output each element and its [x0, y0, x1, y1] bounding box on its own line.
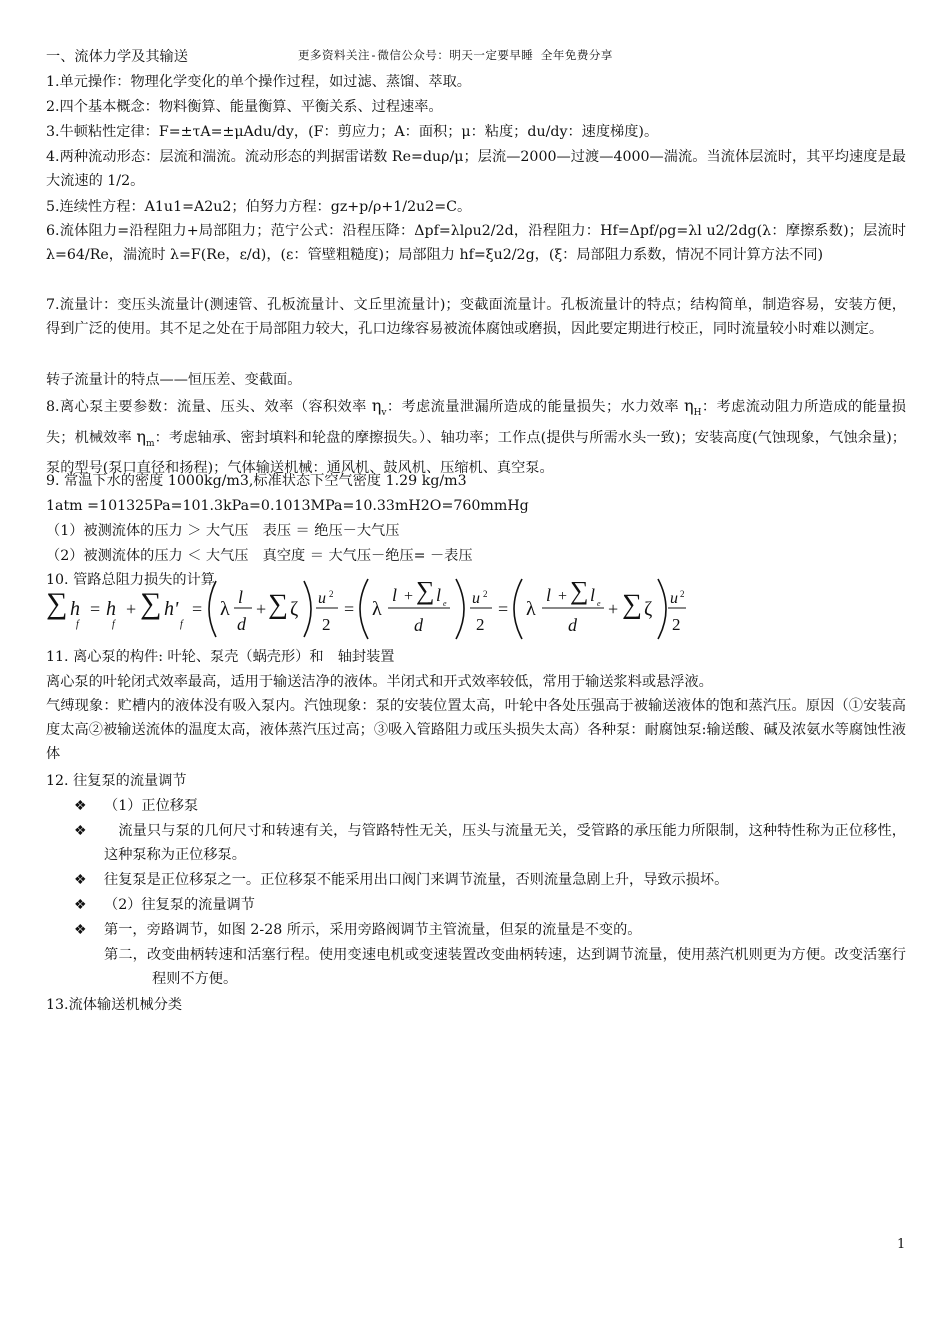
denom-two: 2	[322, 615, 331, 634]
para-8-text-c: ：考虑流动阻力所造成的能量损失；机械效率	[46, 399, 906, 447]
f-subscript: f	[180, 619, 183, 630]
bullet-icon: ❖	[74, 922, 87, 938]
bullet-icon: ❖	[74, 897, 87, 913]
page-number: 1	[897, 1237, 906, 1252]
left-paren	[360, 579, 368, 639]
h-symbol: h	[106, 598, 116, 620]
d-symbol: d	[414, 615, 423, 635]
eta-h-symbol: $\eta_H$	[683, 396, 702, 419]
denom-two: 2	[672, 615, 681, 634]
l-symbol: l	[238, 587, 244, 607]
sum-symbol: ∑	[140, 587, 162, 620]
eq-symbol: =	[192, 599, 203, 619]
d-symbol: d	[237, 614, 246, 634]
para-9d: （2）被测流体的压力 ＜ 大气压 真空度 ＝ 大气压－绝压= －表压	[46, 548, 473, 564]
para-7b: 转子流量计的特点——恒压差、变截面。	[46, 372, 302, 388]
bullet-item-5: 第一，旁路调节，如图 2-28 所示，采用旁路阀调节主管流量，但泵的流量是不变的。	[104, 922, 642, 938]
eq-symbol: =	[344, 599, 355, 619]
header-note: 更多资料关注-微信公众号：明天一定要早睡 全年免费分享	[298, 48, 613, 62]
para-9: 9. 常温下水的密度 1000kg/m3,标准状态下空气密度 1.29 kg/m3	[46, 473, 467, 489]
h-prime-symbol: h'	[164, 598, 179, 620]
bullet-item-3: 往复泵是正位移泵之一。正位移泵不能采用出口阀门来调节流量，否则流量急剧上升，导致示损坏。	[104, 872, 729, 888]
left-paren	[209, 581, 216, 637]
plus-symbol: +	[126, 599, 137, 619]
e-subscript: e	[597, 599, 601, 608]
bullet-item-4: （2）往复泵的流量调节	[104, 897, 255, 913]
para-6: 6.流体阻力=沿程阻力+局部阻力；范宁公式：沿程压降：Δpf=λlρu2/2d，沿程阻力：Hf=Δpf/ρg=λl u2/2dg(λ：摩擦系数)；层流时 λ=64/Re，湍流时 λ=F(Re，ε/d)，(ε：管壁粗糙度)；局部阻力 hf=ξu2/2g，(ξ：局部阻力系数，情况不同计算方法不同)	[46, 223, 906, 263]
u-symbol: u	[472, 590, 480, 607]
exp-two: 2	[680, 589, 685, 599]
para-11b: 离心泵的叶轮闭式效率最高，适用于输送洁净的液体。半闭式和开式效率较低，常用于输送浆料或悬浮液。	[46, 674, 713, 690]
l-symbol: l	[436, 585, 442, 605]
right-paren	[658, 579, 666, 639]
f-subscript: f	[112, 619, 115, 630]
l-symbol: l	[392, 585, 398, 605]
lambda-symbol: λ	[372, 598, 382, 620]
lambda-symbol: λ	[526, 598, 536, 620]
right-paren	[456, 579, 464, 639]
lambda-symbol: λ	[220, 598, 230, 620]
para-5: 5.连续性方程：A1u1=A2u2；伯努力方程：gz+p/ρ+1/2u2=C。	[46, 199, 472, 215]
u-symbol: u	[670, 590, 678, 607]
bullet-item-2: 流量只与泵的几何尺寸和转速有关，与管路特性无关，压头与流量无关，受管路的承压能力所限制，这种特性称为正位移性，这种泵称为正位移泵。	[104, 823, 906, 863]
denom-two: 2	[476, 615, 485, 634]
left-paren	[514, 579, 522, 639]
para-12: 12. 往复泵的流量调节	[46, 773, 187, 789]
para-8	[46, 394, 906, 480]
para-11c: 气缚现象：贮槽内的液体没有吸入泵内。汽蚀现象：泵的安装位置太高，叶轮中各处压强高于被输送液体的饱和蒸汽压。原因（①安装高度太高②被输送流体的温度太高，液体蒸汽压过高；③吸入管路阻力或压头损失太高）各种泵：耐腐蚀泵:输送酸、碱及浓氨水等腐蚀性液体	[46, 698, 906, 762]
sum-symbol: ∑	[46, 587, 68, 620]
para-4: 4.两种流动形态：层流和湍流。流动形态的判据雷诺数 Re=duρ/μ；层流—2000—过渡—4000—湍流。当流体层流时，其平均速度是最大流速的 1/2。	[46, 149, 906, 189]
eq-symbol: =	[498, 599, 509, 619]
bullet-icon: ❖	[74, 872, 87, 888]
f-subscript: f	[76, 619, 79, 630]
para-8-text-b: ：考虑流量泄漏所造成的能量损失；水力效率	[386, 399, 680, 415]
plus-symbol: +	[256, 599, 267, 619]
sum-symbol: ∑	[416, 576, 435, 605]
para-8-text-d: ：考虑轴承、密封填料和轮盘的摩擦损失。）、轴功率；工作点(提供与所需水头一致)；安装高度(气蚀现象，气蚀余量)；泵的型号(泵口直径和扬程)；气体输送机械：通风机、鼓风机、压缩机、真空泵。	[46, 430, 906, 477]
para-9b: 1atm =101325Pa=101.3kPa=0.1013MPa=10.33mH2O=760mmHg	[46, 498, 529, 514]
resistance-formula	[46, 575, 686, 645]
para-2: 2.四个基本概念：物料衡算、能量衡算、平衡关系、过程速率。	[46, 99, 443, 115]
para-9c: （1）被测流体的压力 ＞ 大气压 表压 ＝ 绝压－大气压	[46, 523, 400, 539]
u-symbol: u	[318, 590, 326, 607]
zeta-symbol: ζ	[644, 598, 653, 620]
plus-symbol: +	[404, 588, 414, 605]
l-symbol: l	[590, 585, 596, 605]
para-8-text-a: 8.离心泵主要参数：流量、压头、效率（容积效率	[46, 399, 367, 415]
eta-m-symbol: $\eta_m$	[136, 427, 155, 450]
bullet-item-6: 第二，改变曲柄转速和活塞行程。使用变速电机或变速装置改变曲柄转速，达到调节流量，使用蒸汽机则更为方便。改变活塞行程则不方便。	[104, 947, 906, 987]
zeta-symbol: ζ	[290, 598, 299, 620]
para-13: 13.流体输送机械分类	[46, 997, 183, 1013]
h-symbol: h	[70, 598, 80, 620]
para-3: 3.牛顿粘性定律：F=±τA=±μAdu/dy，(F：剪应力；A：面积；μ：粘度；du/dy：速度梯度)。	[46, 124, 659, 140]
exp-two: 2	[483, 589, 488, 599]
para-10: 10. 管路总阻力损失的计算	[46, 572, 215, 588]
e-subscript: e	[443, 599, 447, 608]
para-11: 11. 离心泵的构件: 叶轮、泵壳（蜗壳形）和 轴封装置	[46, 649, 395, 665]
para-7: 7.流量计：变压头流量计(测速管、孔板流量计、文丘里流量计)；变截面流量计。孔板流量计的特点；结构简单，制造容易，安装方便，得到广泛的使用。其不足之处在于局部阻力较大，孔口边缘容易被流体腐蚀或磨损，因此要定期进行校正，同时流量较小时难以测定。	[46, 297, 906, 337]
plus-symbol: +	[608, 599, 619, 619]
exp-two: 2	[329, 589, 334, 599]
para-1: 1.单元操作：物理化学变化的单个操作过程，如过滤、蒸馏、萃取。	[46, 74, 471, 90]
bullet-item-1: （1）正位移泵	[104, 798, 199, 814]
right-paren	[304, 581, 311, 637]
sum-symbol: ∑	[622, 589, 642, 620]
eq-symbol: =	[90, 599, 101, 619]
d-symbol: d	[568, 615, 577, 635]
bullet-icon: ❖	[74, 798, 87, 814]
sum-symbol: ∑	[268, 589, 288, 620]
eta-v-symbol: $\eta_v$	[371, 396, 387, 419]
l-symbol: l	[546, 585, 552, 605]
plus-symbol: +	[558, 588, 568, 605]
bullet-icon: ❖	[74, 823, 87, 839]
sum-symbol: ∑	[570, 576, 589, 605]
section-title: 一、流体力学及其输送	[46, 49, 188, 65]
